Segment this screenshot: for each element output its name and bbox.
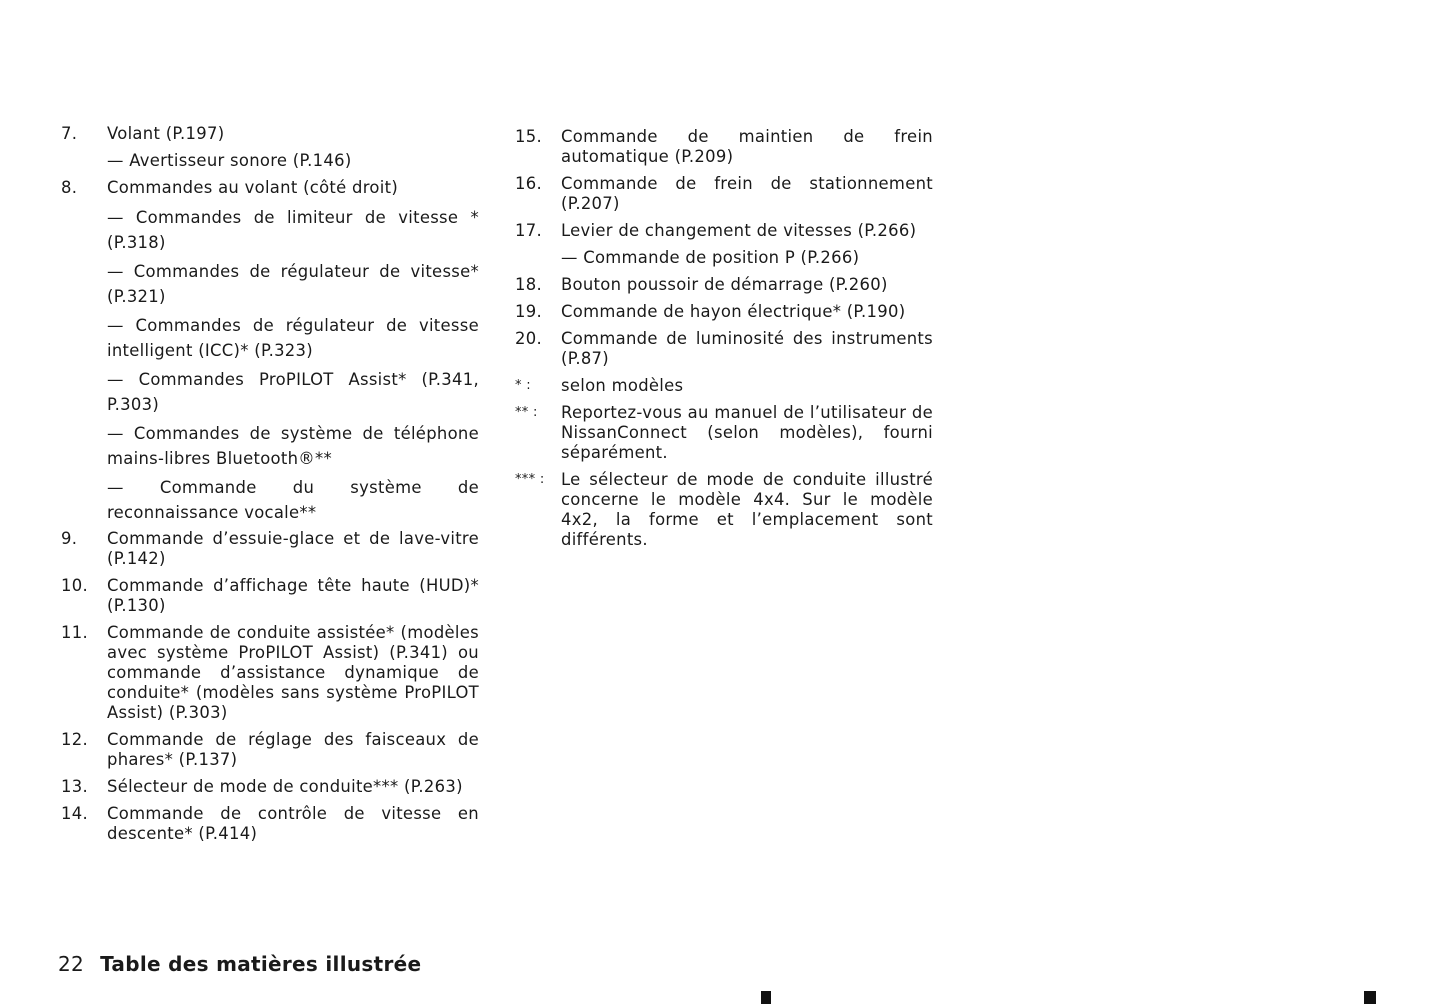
item-text: Commande de frein de stationnement (P.207): [561, 174, 933, 213]
sub-item: — Commandes de limiteur de vitesse * (P.318): [107, 208, 479, 252]
footnote-text: selon modèles: [561, 376, 684, 395]
list-item-13: [61, 777, 479, 797]
footnote-mark: *** :: [515, 472, 545, 487]
list-item-10: [61, 576, 479, 616]
list-item-19: [515, 302, 933, 322]
item-text: Bouton poussoir de démarrage (P.260): [561, 275, 888, 294]
list-item-14: [61, 804, 479, 844]
footnote-text: Le sélecteur de mode de conduite illustré concerne le modèle 4x4. Sur le modèle 4x2, la forme et l’emplacement sont différents.: [561, 470, 933, 549]
page-footer: [58, 951, 421, 977]
sub-item: — Commandes de régulateur de vitesse intelligent (ICC)* (P.323): [107, 316, 479, 360]
list-item-15: [515, 127, 933, 167]
list-item-11: [61, 623, 479, 723]
list-item-8: [61, 178, 479, 198]
footnote-mark: ** :: [515, 405, 538, 420]
item-number: 7.: [61, 124, 78, 143]
sub-item: — Avertisseur sonore (P.146): [107, 151, 352, 170]
sub-item: — Commande du système de reconnaissance vocale**: [107, 478, 479, 522]
footnote-mark: * :: [515, 378, 531, 393]
item-number: 19.: [515, 302, 542, 321]
section-title: Table des matières illustrée: [100, 952, 422, 976]
item-text: Sélecteur de mode de conduite*** (P.263): [107, 777, 463, 796]
footnote-2: [515, 403, 933, 463]
page-number: 22: [58, 952, 85, 976]
item-number: 15.: [515, 127, 542, 146]
right-column: [515, 127, 933, 557]
item-text: Levier de changement de vitesses (P.266): [561, 221, 917, 240]
item-number: 10.: [61, 576, 88, 595]
item-number: 12.: [61, 730, 88, 749]
item-number: 8.: [61, 178, 78, 197]
item-text: Commande de maintien de frein automatique (P.209): [561, 127, 933, 166]
item-text: Commande de luminosité des instruments (P.87): [561, 329, 933, 368]
list-item-7: [61, 124, 479, 144]
item-text: Volant (P.197): [107, 124, 225, 143]
footnote-3: [515, 470, 933, 550]
item-text: Commande de réglage des faisceaux de phares* (P.137): [107, 730, 479, 769]
item-text: Commande d’affichage tête haute (HUD)* (P.130): [107, 576, 479, 615]
crop-mark: [1364, 991, 1376, 1004]
item-text: Commandes au volant (côté droit): [107, 178, 399, 197]
item-text: Commande d’essuie-glace et de lave-vitre (P.142): [107, 529, 479, 568]
sub-item: — Commandes ProPILOT Assist* (P.341, P.303): [107, 370, 479, 414]
item-number: 14.: [61, 804, 88, 823]
list-item-17: [515, 221, 933, 241]
item-text: Commande de contrôle de vitesse en descente* (P.414): [107, 804, 479, 843]
item-number: 9.: [61, 529, 78, 548]
item-number: 17.: [515, 221, 542, 240]
sub-item: — Commandes de régulateur de vitesse* (P.321): [107, 262, 479, 306]
item-text: Commande de hayon électrique* (P.190): [561, 302, 906, 321]
footnote-1: [515, 376, 933, 396]
footnote-text: Reportez-vous au manuel de l’utilisateur de NissanConnect (selon modèles), fourni séparément.: [561, 403, 933, 462]
item-number: 20.: [515, 329, 542, 348]
item-number: 16.: [515, 174, 542, 193]
crop-mark: [761, 991, 771, 1004]
sub-item: — Commande de position P (P.266): [561, 248, 860, 267]
list-item-18: [515, 275, 933, 295]
list-item-12: [61, 730, 479, 770]
item-number: 13.: [61, 777, 88, 796]
item-text: Commande de conduite assistée* (modèles avec système ProPILOT Assist) (P.341) ou commande d’assistance dynamique de conduite* (modèles sans système ProPILOT Assist) (P.303): [107, 623, 479, 722]
item-number: 18.: [515, 275, 542, 294]
left-column: [61, 124, 479, 851]
list-item-16: [515, 174, 933, 214]
list-item-20: [515, 329, 933, 369]
list-item-9: [61, 529, 479, 569]
item-number: 11.: [61, 623, 88, 642]
sub-item: — Commandes de système de téléphone mains-libres Bluetooth®**: [107, 424, 479, 468]
